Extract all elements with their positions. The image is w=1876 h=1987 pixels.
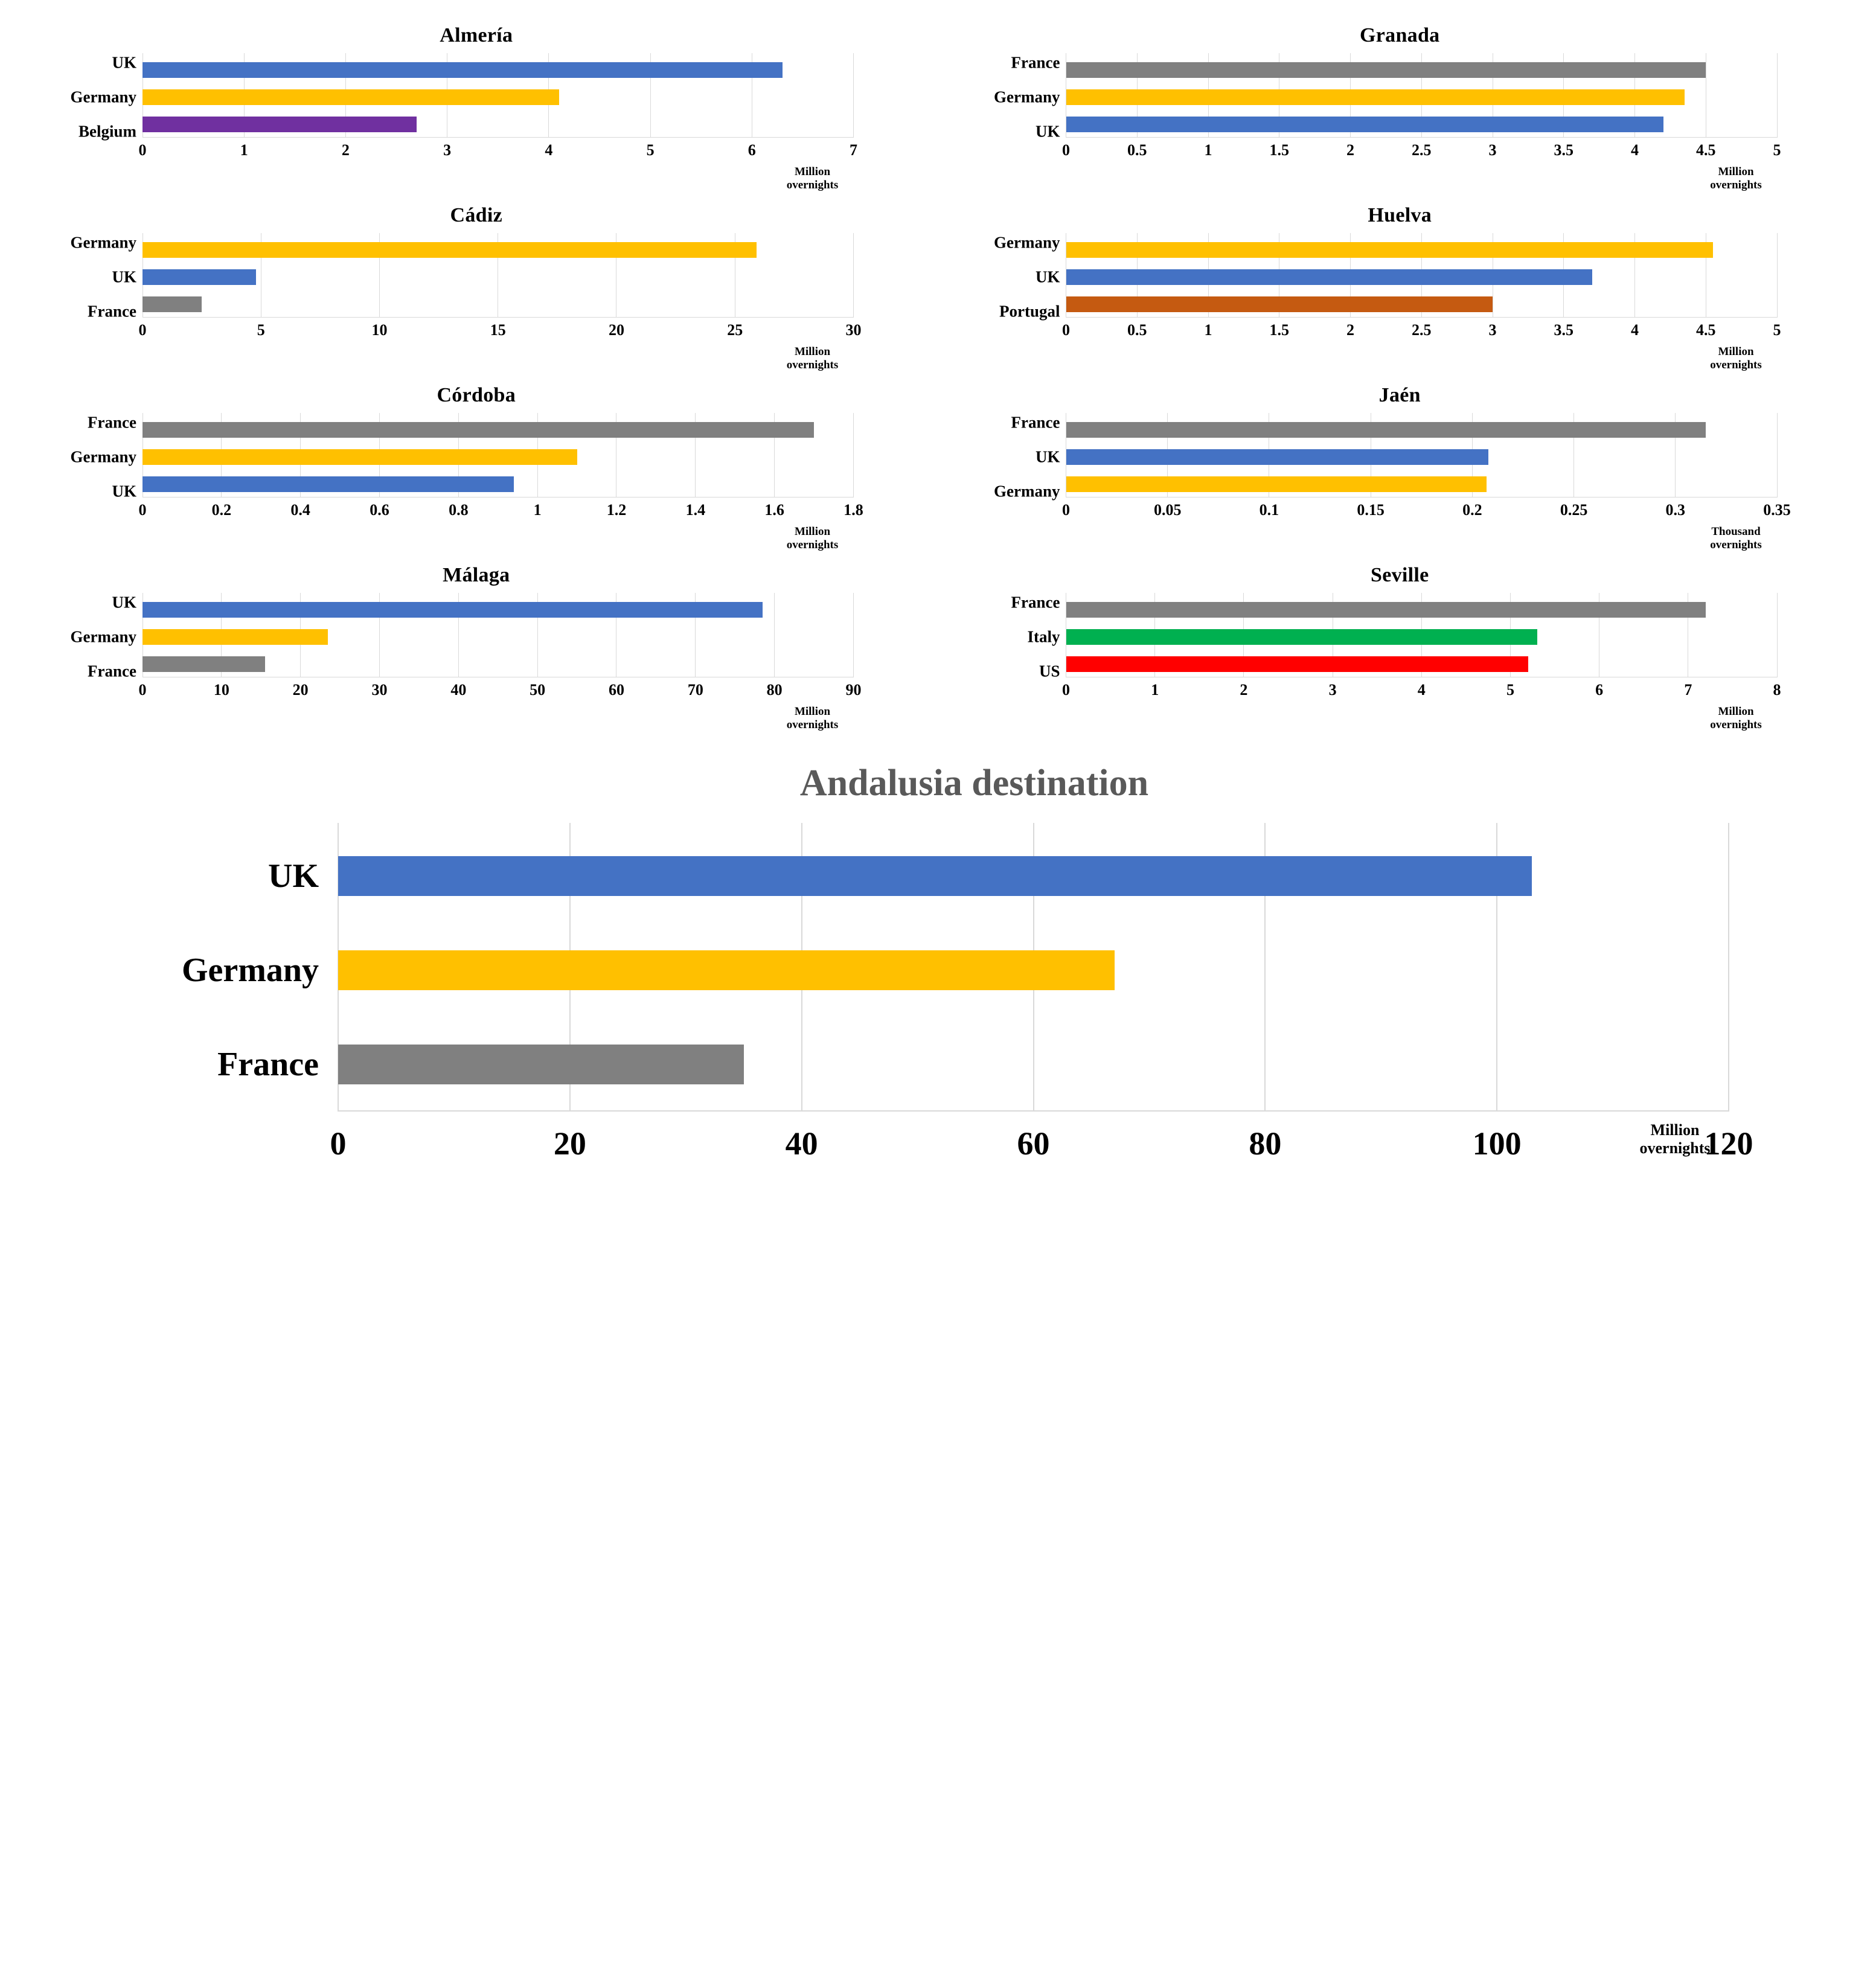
x-tick-label: 15 bbox=[490, 321, 506, 339]
bar bbox=[1066, 296, 1493, 312]
x-tick-label: 40 bbox=[450, 681, 467, 699]
x-tick-label: 0.35 bbox=[1763, 501, 1791, 519]
x-axis-line bbox=[142, 317, 854, 318]
x-tick-label: 1 bbox=[1204, 321, 1212, 339]
x-tick-label: 0 bbox=[1062, 681, 1070, 699]
category-label: France bbox=[1011, 413, 1060, 432]
gridline bbox=[853, 413, 854, 498]
x-tick-label: 0.25 bbox=[1560, 501, 1588, 519]
axis-unit-line2: overnights bbox=[786, 179, 839, 192]
gridline bbox=[1777, 413, 1778, 498]
x-tick-label: 10 bbox=[371, 321, 388, 339]
gridline bbox=[1777, 53, 1778, 138]
x-tick-label: 1.4 bbox=[685, 501, 706, 519]
category-label: France bbox=[217, 1046, 319, 1083]
x-axis-line bbox=[142, 497, 854, 498]
axis-unit-line1: Million bbox=[1718, 705, 1754, 718]
chart-title: Málaga bbox=[443, 564, 510, 586]
axis-unit-line2: overnights bbox=[1710, 539, 1762, 552]
x-tick-label: 4 bbox=[545, 141, 553, 159]
x-tick-label: 0.2 bbox=[1462, 501, 1482, 519]
axis-unit-line1: Thousand bbox=[1711, 525, 1761, 539]
category-label: US bbox=[1039, 662, 1060, 680]
bar bbox=[1066, 89, 1685, 105]
axis-unit bbox=[773, 525, 853, 552]
x-tick-label: 3 bbox=[443, 141, 452, 159]
chart-area bbox=[14, 413, 938, 552]
x-tick-label: 5 bbox=[1773, 141, 1781, 159]
x-tick-label: 2 bbox=[1346, 321, 1354, 339]
axis-unit-line1: Million bbox=[794, 345, 831, 359]
x-tick-label: 90 bbox=[845, 681, 862, 699]
category-label: UK bbox=[112, 593, 136, 612]
gridline bbox=[1777, 233, 1778, 318]
category-labels bbox=[938, 593, 1065, 699]
chart-title: Córdoba bbox=[437, 384, 516, 406]
category-label: Germany bbox=[70, 233, 136, 252]
x-tick-label: 0 bbox=[1062, 141, 1070, 159]
category-label: Germany bbox=[70, 447, 136, 466]
category-label: UK bbox=[268, 857, 319, 895]
axis-unit-line1: Million bbox=[794, 705, 831, 718]
plot bbox=[1062, 237, 1781, 372]
x-tick-label: 2.5 bbox=[1412, 141, 1432, 159]
axis-unit bbox=[1696, 345, 1776, 372]
x-tick-label: 0 bbox=[1062, 501, 1070, 519]
bar bbox=[338, 950, 1115, 990]
x-tick-label: 0.05 bbox=[1153, 501, 1182, 519]
gridline bbox=[1728, 823, 1729, 1112]
x-tick-label: 2 bbox=[1240, 681, 1248, 699]
x-tick-label: 40 bbox=[785, 1125, 818, 1162]
category-label: UK bbox=[1036, 447, 1060, 466]
x-tick-label: 2 bbox=[341, 141, 350, 159]
category-label: Germany bbox=[994, 88, 1060, 106]
bar bbox=[1066, 62, 1706, 78]
category-label: UK bbox=[1036, 122, 1060, 141]
category-label: Italy bbox=[1027, 627, 1060, 646]
chart-panel bbox=[14, 378, 938, 558]
x-tick-label: 3 bbox=[1328, 681, 1337, 699]
axis-unit bbox=[773, 165, 853, 192]
x-tick-label: 0 bbox=[138, 501, 147, 519]
axis-unit-line2: overnights bbox=[786, 718, 839, 732]
plot bbox=[138, 237, 862, 372]
x-tick-label: 0.1 bbox=[1259, 501, 1279, 519]
bar bbox=[142, 656, 265, 672]
x-axis-line bbox=[1066, 317, 1778, 318]
x-tick-label: 20 bbox=[292, 681, 309, 699]
bar bbox=[142, 422, 814, 438]
bar bbox=[1066, 449, 1489, 465]
x-tick-label: 60 bbox=[1017, 1125, 1050, 1162]
chart-area bbox=[14, 233, 938, 372]
x-tick-label: 50 bbox=[530, 681, 546, 699]
category-label: UK bbox=[112, 482, 136, 501]
bar bbox=[338, 1045, 744, 1084]
x-tick-label: 1.6 bbox=[764, 501, 784, 519]
page-title: Andalusia destination bbox=[799, 763, 1149, 804]
x-tick-label: 8 bbox=[1773, 681, 1781, 699]
x-tick-label: 6 bbox=[1595, 681, 1604, 699]
x-tick-label: 0.4 bbox=[290, 501, 310, 519]
bar bbox=[338, 856, 1532, 896]
bar bbox=[1066, 269, 1592, 285]
x-tick-label: 5 bbox=[1506, 681, 1514, 699]
x-tick-label: 4 bbox=[1631, 321, 1639, 339]
x-tick-label: 7 bbox=[1684, 681, 1692, 699]
x-tick-label: 0.3 bbox=[1665, 501, 1686, 519]
axis-unit bbox=[773, 345, 853, 372]
andalusia-destination-panel bbox=[0, 762, 1876, 1167]
andalusia-category-labels bbox=[14, 829, 328, 1167]
x-tick-label: 20 bbox=[553, 1125, 586, 1162]
chart-panel bbox=[938, 378, 1862, 558]
bar bbox=[1066, 242, 1714, 258]
bar bbox=[142, 89, 559, 105]
category-labels bbox=[14, 593, 141, 699]
bar bbox=[1066, 476, 1487, 492]
chart-panel bbox=[938, 18, 1862, 198]
category-label: France bbox=[88, 662, 136, 680]
chart-area bbox=[938, 53, 1862, 192]
category-label: UK bbox=[1036, 267, 1060, 286]
x-tick-label: 30 bbox=[845, 321, 862, 339]
bar bbox=[1066, 602, 1706, 618]
plot bbox=[138, 57, 857, 192]
category-label: France bbox=[88, 302, 136, 321]
x-tick-label: 5 bbox=[257, 321, 265, 339]
bar bbox=[142, 269, 256, 285]
bar bbox=[142, 602, 763, 618]
x-tick-label: 0.5 bbox=[1127, 321, 1147, 339]
andalusia-chart bbox=[14, 829, 1862, 1167]
x-tick-label: 60 bbox=[609, 681, 624, 699]
bar bbox=[142, 242, 757, 258]
category-labels bbox=[14, 233, 141, 339]
gridline bbox=[774, 593, 775, 677]
plot bbox=[138, 597, 862, 732]
category-labels bbox=[14, 413, 141, 519]
chart-area bbox=[938, 593, 1862, 732]
chart-area bbox=[938, 413, 1862, 552]
x-tick-label: 4.5 bbox=[1696, 321, 1716, 339]
x-tick-label: 1 bbox=[240, 141, 248, 159]
axis-unit bbox=[1696, 165, 1776, 192]
bar bbox=[142, 296, 202, 312]
bar bbox=[1066, 117, 1663, 132]
x-tick-label: 25 bbox=[727, 321, 743, 339]
chart-area bbox=[14, 53, 938, 192]
chart-panel bbox=[14, 198, 938, 378]
chart-area bbox=[14, 593, 938, 732]
x-tick-label: 0 bbox=[138, 681, 147, 699]
small-multiples-grid bbox=[0, 0, 1876, 738]
plot bbox=[1062, 417, 1791, 552]
x-tick-label: 0 bbox=[138, 321, 147, 339]
x-tick-label: 3.5 bbox=[1554, 321, 1573, 339]
category-label: France bbox=[1011, 593, 1060, 612]
x-tick-label: 2.5 bbox=[1412, 321, 1432, 339]
x-tick-label: 0 bbox=[330, 1125, 347, 1162]
bar bbox=[142, 62, 783, 78]
category-label: France bbox=[88, 413, 136, 432]
chart-title: Granada bbox=[1360, 24, 1440, 46]
x-tick-label: 7 bbox=[850, 141, 857, 159]
x-tick-label: 0.15 bbox=[1357, 501, 1385, 519]
category-labels bbox=[938, 233, 1065, 339]
category-label: Germany bbox=[994, 482, 1060, 501]
plot bbox=[1062, 57, 1781, 192]
bar bbox=[1066, 629, 1537, 645]
category-label: Germany bbox=[70, 627, 136, 646]
axis-unit-line2: overnights bbox=[1710, 179, 1762, 192]
x-tick-label: 4 bbox=[1417, 681, 1426, 699]
bar bbox=[142, 476, 514, 492]
x-tick-label: 120 bbox=[1704, 1125, 1753, 1162]
category-label: UK bbox=[112, 267, 136, 286]
axis-unit-line1: Million bbox=[1718, 165, 1754, 179]
x-tick-label: 0 bbox=[1062, 321, 1070, 339]
x-tick-label: 6 bbox=[748, 141, 756, 159]
category-label: Germany bbox=[994, 233, 1060, 252]
chart-title: Seville bbox=[1370, 564, 1429, 586]
x-tick-label: 5 bbox=[1773, 321, 1781, 339]
x-tick-label: 0 bbox=[138, 141, 147, 159]
category-labels bbox=[14, 53, 141, 159]
axis-unit-line2: overnights bbox=[786, 539, 839, 552]
x-tick-label: 30 bbox=[371, 681, 388, 699]
bar bbox=[142, 629, 328, 645]
x-tick-label: 4.5 bbox=[1696, 141, 1716, 159]
category-labels bbox=[938, 413, 1065, 519]
x-tick-label: 1 bbox=[1151, 681, 1159, 699]
bar bbox=[1066, 422, 1706, 438]
axis-unit-line2: overnights bbox=[786, 359, 839, 372]
axis-unit bbox=[1696, 705, 1776, 732]
gridline bbox=[853, 233, 854, 318]
axis-unit bbox=[1696, 525, 1776, 552]
plot bbox=[1062, 597, 1781, 732]
x-tick-label: 3 bbox=[1488, 321, 1497, 339]
axis-unit-line1: Million bbox=[794, 525, 831, 539]
category-label: Portugal bbox=[999, 302, 1060, 321]
plot bbox=[138, 417, 863, 552]
x-tick-label: 0.6 bbox=[370, 501, 389, 519]
x-tick-label: 5 bbox=[646, 141, 655, 159]
category-label: Germany bbox=[181, 952, 319, 989]
x-tick-label: 1 bbox=[1204, 141, 1212, 159]
x-tick-label: 80 bbox=[766, 681, 783, 699]
x-tick-label: 1.5 bbox=[1269, 141, 1289, 159]
x-axis-line bbox=[142, 137, 854, 138]
x-tick-label: 4 bbox=[1631, 141, 1639, 159]
x-tick-label: 80 bbox=[1249, 1125, 1282, 1162]
x-tick-label: 2 bbox=[1346, 141, 1354, 159]
chart-title: Almería bbox=[440, 24, 513, 46]
chart-title: Jaén bbox=[1378, 384, 1421, 406]
chart-title: Cádiz bbox=[450, 204, 502, 226]
chart-panel bbox=[14, 18, 938, 198]
gridline bbox=[853, 53, 854, 138]
x-tick-label: 1.8 bbox=[844, 501, 863, 519]
axis-unit-line2: overnights bbox=[1710, 718, 1762, 732]
category-label: Belgium bbox=[78, 122, 136, 141]
axis-unit bbox=[773, 705, 853, 732]
axis-unit-line1: Million bbox=[1718, 345, 1754, 359]
x-tick-label: 100 bbox=[1472, 1125, 1522, 1162]
x-tick-label: 1.5 bbox=[1269, 321, 1289, 339]
x-tick-label: 0.2 bbox=[211, 501, 232, 519]
gridline bbox=[1777, 593, 1778, 677]
andalusia-plot bbox=[330, 829, 1753, 1167]
chart-panel bbox=[938, 198, 1862, 378]
category-label: France bbox=[1011, 53, 1060, 72]
chart-panel bbox=[14, 558, 938, 738]
axis-unit-line2: overnights bbox=[1710, 359, 1762, 372]
x-tick-label: 1 bbox=[533, 501, 542, 519]
chart-title: Huelva bbox=[1368, 204, 1432, 226]
x-tick-label: 10 bbox=[213, 681, 229, 699]
bar bbox=[142, 449, 577, 465]
x-axis-line bbox=[1066, 137, 1778, 138]
category-label: Germany bbox=[70, 88, 136, 106]
bar bbox=[142, 117, 417, 132]
x-tick-label: 3.5 bbox=[1554, 141, 1573, 159]
chart-panel bbox=[938, 558, 1862, 738]
x-tick-label: 70 bbox=[687, 681, 703, 699]
gridline bbox=[853, 593, 854, 677]
category-labels bbox=[938, 53, 1065, 159]
x-axis-line bbox=[1066, 497, 1778, 498]
x-tick-label: 0.8 bbox=[449, 501, 469, 519]
x-tick-label: 20 bbox=[609, 321, 624, 339]
bar bbox=[1066, 656, 1528, 672]
axis-unit-line1: Million bbox=[794, 165, 831, 179]
x-tick-label: 1.2 bbox=[606, 501, 627, 519]
axis-unit: Million overnights bbox=[1639, 1121, 1711, 1157]
x-tick-label: 0.5 bbox=[1127, 141, 1147, 159]
category-label: UK bbox=[112, 53, 136, 72]
chart-area bbox=[938, 233, 1862, 372]
x-tick-label: 3 bbox=[1488, 141, 1497, 159]
